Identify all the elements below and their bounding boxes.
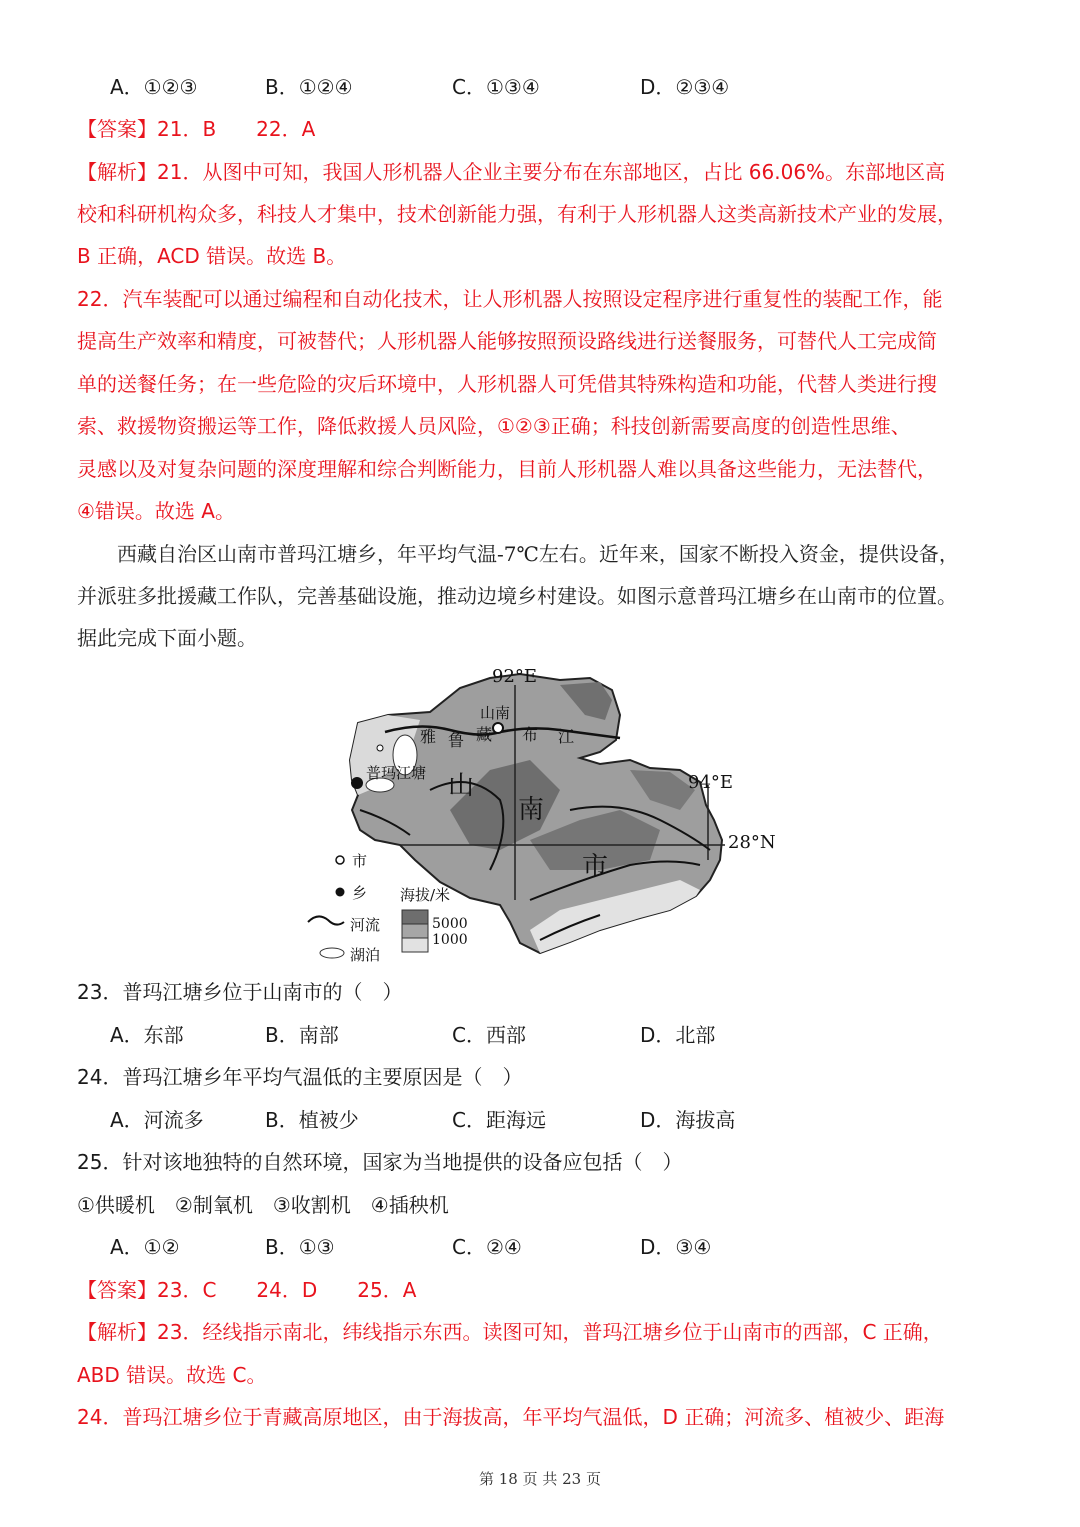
city-marker bbox=[377, 745, 383, 751]
river-label-char: 鲁 bbox=[448, 731, 465, 750]
answer-tag: 【答案】 bbox=[77, 1278, 157, 1302]
q23-option-b: B．南部 bbox=[265, 1023, 339, 1047]
q22-option-b: B．①②④ bbox=[265, 75, 353, 99]
legend-township-icon bbox=[336, 888, 345, 897]
legend-city-label: 市 bbox=[352, 852, 368, 870]
q22-option-d: D．②③④ bbox=[640, 75, 730, 99]
q25-option-a: A．①② bbox=[110, 1235, 180, 1259]
analysis-line: 提高生产效率和精度，可被替代；人形机器人能够按照预设路线进行送餐服务，可替代人工完成简 bbox=[77, 329, 937, 353]
q24-option-c: C．距海远 bbox=[452, 1108, 546, 1132]
q24-option-a: A．河流多 bbox=[110, 1108, 204, 1132]
page-footer: 第 18 页 共 23 页 bbox=[478, 1470, 601, 1488]
region-label-char: 市 bbox=[582, 852, 609, 882]
analysis-line: B 正确，ACD 错误。故选 B。 bbox=[77, 244, 347, 268]
answer-text: 21．B 22．A bbox=[157, 117, 316, 141]
legend-river-icon bbox=[308, 916, 344, 924]
analysis-line: ④错误。故选 A。 bbox=[77, 499, 235, 523]
answer-block-1 bbox=[77, 108, 315, 150]
analysis-line: 灵感以及对复杂问题的深度理解和综合判断能力，目前人形机器人难以具备这些能力，无法替代， bbox=[77, 457, 937, 481]
legend-lake-icon bbox=[320, 948, 344, 958]
region-label-char: 山 bbox=[448, 771, 475, 801]
legend-elevation-title: 海拔/米 bbox=[400, 886, 451, 904]
q25-stem: 25．针对该地独特的自然环境，国家为当地提供的设备应包括（ ） bbox=[77, 1150, 683, 1174]
analysis-line: 单的送餐任务；在一些危险的灾后环境中，人形机器人可凭借其特殊构造和功能，代替人类进行搜 bbox=[77, 372, 937, 396]
shannan-map bbox=[300, 660, 790, 965]
legend-city-icon bbox=[336, 856, 344, 864]
q22-option-a: A．①②③ bbox=[110, 75, 198, 99]
legend-elev-mid bbox=[402, 924, 428, 938]
river-label-char: 雅 bbox=[420, 727, 437, 746]
analysis-line bbox=[77, 1311, 943, 1353]
analysis-tag: 【解析】 bbox=[77, 160, 157, 184]
river-label-char: 江 bbox=[558, 727, 575, 746]
city-marker-shannan bbox=[493, 723, 503, 733]
legend-elev-low bbox=[402, 938, 428, 952]
stem-line: 据此完成下面小题。 bbox=[77, 626, 257, 650]
legend-elev-1000: 1000 bbox=[432, 932, 468, 948]
q25-option-c: C．②④ bbox=[452, 1235, 522, 1259]
q24-option-d: D．海拔高 bbox=[640, 1108, 736, 1132]
q23-stem: 23．普玛江塘乡位于山南市的（ ） bbox=[77, 980, 403, 1004]
q24-option-b: B．植被少 bbox=[265, 1108, 359, 1132]
analysis-line: 校和科研机构众多，科技人才集中，技术创新能力强，有利于人形机器人这类高新技术产业的发展， bbox=[77, 202, 957, 226]
q23-option-a: A．东部 bbox=[110, 1023, 184, 1047]
analysis-line bbox=[77, 151, 945, 193]
lat-28-label: 28°N bbox=[728, 832, 776, 853]
answer-block-2 bbox=[77, 1269, 416, 1311]
region-label-char: 南 bbox=[518, 795, 545, 825]
stem-line: 西藏自治区山南市普玛江塘乡，年平均气温-7℃左右。近年来，国家不断投入资金，提供设备， bbox=[77, 542, 959, 566]
q23-option-c: C．西部 bbox=[452, 1023, 526, 1047]
q25-items: ①供暖机 ②制氧机 ③收割机 ④插秧机 bbox=[77, 1193, 449, 1217]
township-label: 普玛江塘 bbox=[366, 764, 427, 782]
analysis-line: ABD 错误。故选 C。 bbox=[77, 1363, 267, 1387]
question-stem bbox=[77, 533, 1007, 659]
river-label-char: 布 bbox=[522, 725, 539, 744]
analysis-text: 21．从图中可知，我国人形机器人企业主要分布在东部地区，占比 66.06%。东部地区高 bbox=[157, 160, 946, 184]
lon-92-label: 92°E bbox=[492, 666, 538, 687]
q22-option-c: C．①③④ bbox=[452, 75, 540, 99]
river-label-char: 藏 bbox=[476, 725, 493, 744]
answer-tag: 【答案】 bbox=[77, 117, 157, 141]
legend-township-label: 乡 bbox=[352, 884, 368, 902]
q25-option-d: D．③④ bbox=[640, 1235, 712, 1259]
township-marker-pumajiangtang bbox=[351, 777, 363, 789]
stem-line: 并派驻多批援藏工作队，完善基础设施，推动边境乡村建设。如图示意普玛江塘乡在山南市的位置。 bbox=[77, 584, 957, 608]
legend-lake-label: 湖泊 bbox=[350, 946, 381, 964]
analysis-tag: 【解析】 bbox=[77, 1320, 157, 1344]
analysis-line: 索、救援物资搬运等工作，降低救援人员风险，①②③正确；科技创新需要高度的创造性思维、 bbox=[77, 414, 911, 438]
legend-elev-high bbox=[402, 910, 428, 924]
analysis-line: 22．汽车装配可以通过编程和自动化技术，让人形机器人按照设定程序进行重复性的装配工作，能 bbox=[77, 287, 943, 311]
q24-stem: 24．普玛江塘乡年平均气温低的主要原因是（ ） bbox=[77, 1065, 523, 1089]
analysis-text: 23．经线指示南北，纬线指示东西。读图可知，普玛江塘乡位于山南市的西部，C 正确， bbox=[157, 1320, 943, 1344]
lon-94-label: 94°E bbox=[688, 772, 734, 793]
answer-text: 23．C 24．D 25．A bbox=[157, 1278, 417, 1302]
legend-elev-5000: 5000 bbox=[432, 916, 468, 932]
q25-option-b: B．①③ bbox=[265, 1235, 335, 1259]
q23-option-d: D．北部 bbox=[640, 1023, 716, 1047]
legend-river-label: 河流 bbox=[350, 916, 381, 934]
city-label-shannan: 山南 bbox=[480, 704, 511, 722]
analysis-line: 24．普玛江塘乡位于青藏高原地区，由于海拔高，年平均气温低，D 正确；河流多、植被少、距海 bbox=[77, 1405, 945, 1429]
